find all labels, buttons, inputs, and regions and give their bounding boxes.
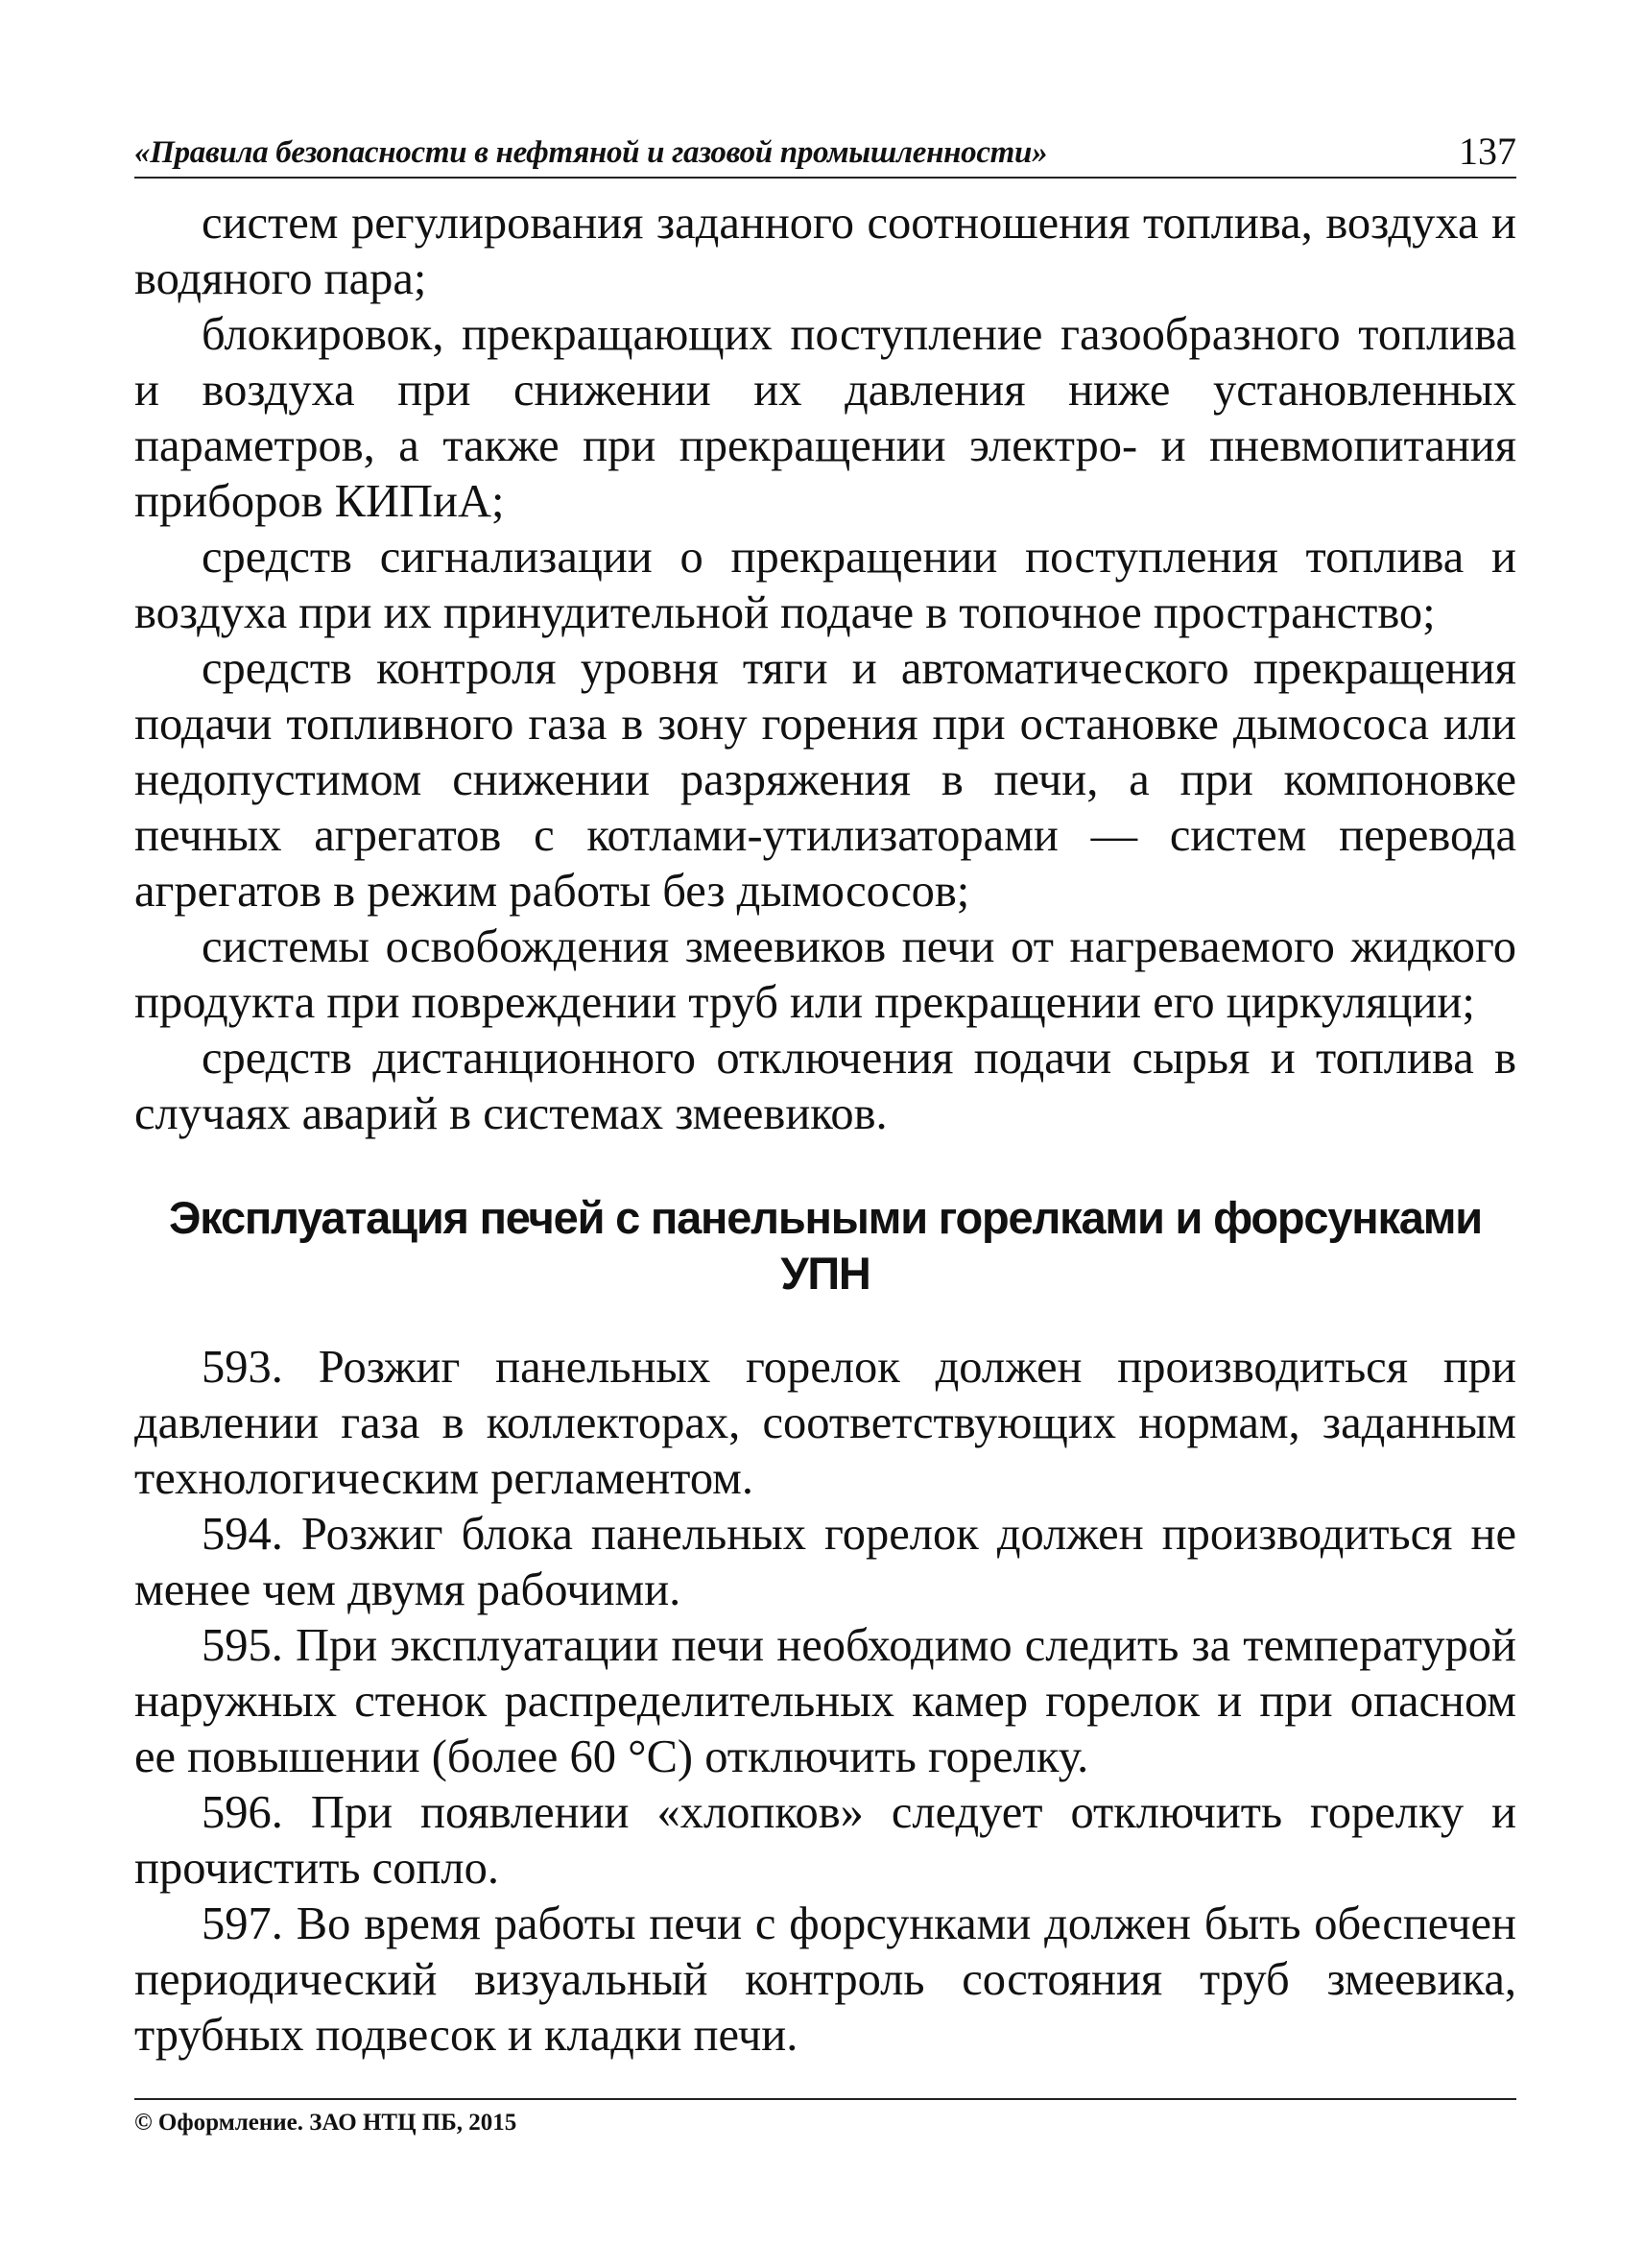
footer xyxy=(134,2098,1516,2137)
running-title: «Правила безопасности в нефтяной и газовой промышленности» xyxy=(134,135,1048,170)
paragraph-597: 597. Во время работы печи с форсунками должен быть обеспечен периодический визуальный контроль состояния труб змеевика, трубных подвесок и кладки печи. xyxy=(134,1898,1516,2061)
copyright-notice: © Оформление. ЗАО НТЦ ПБ, 2015 xyxy=(134,2110,517,2136)
document-page xyxy=(134,123,1516,2158)
paragraph: систем регулирования заданного соотношения топлива, воздуха и водяного пара; xyxy=(134,198,1516,304)
paragraph-595: 595. При эксплуатации печи необходимо следить за температурой наружных стенок распределительных камер горелок и при опасном ее повышении (более 60 °C) отключить горелку. xyxy=(134,1620,1516,1782)
paragraph: средств контроля уровня тяги и автоматического прекращения подачи топливного газа в зону горения при остановке дымососа или недопустимом снижении разряжения в печи, а при компоновке печных агрегатов с котлами-утилизаторами — систем перевода агрегатов в режим работы без дымососов; xyxy=(134,643,1516,917)
paragraph: средств сигнализации о прекращении поступления топлива и воздуха при их принудительной подаче в топочное пространство; xyxy=(134,532,1516,638)
paragraph: средств дистанционного отключения подачи сырья и топлива в случаях аварий в системах змеевиков. xyxy=(134,1033,1516,1139)
paragraph-594: 594. Розжиг блока панельных горелок должен производиться не менее чем двумя рабочими. xyxy=(134,1509,1516,1615)
document-body xyxy=(134,196,1516,2064)
paragraph-596: 596. При появлении «хлопков» следует отключить горелку и прочистить сопло. xyxy=(134,1787,1516,1894)
paragraph: системы освобождения змеевиков печи от нагреваемого жидкого продукта при повреждении труб или прекращении его циркуляции; xyxy=(134,921,1516,1028)
page-number: 137 xyxy=(1459,130,1516,173)
paragraph: блокировок, прекращающих поступление газообразного топлива и воздуха при снижении их давления ниже установленных параметров, а также при прекращении электро- и пневмопитания приборов КИПиА; xyxy=(134,309,1516,527)
paragraph-593: 593. Розжиг панельных горелок должен производиться при давлении газа в коллекторах, соответствующих нормам, заданным технологическим регламентом. xyxy=(134,1342,1516,1504)
running-header xyxy=(134,123,1516,179)
section-heading: Эксплуатация печей с панельными горелками и форсунками УПН xyxy=(169,1192,1482,1299)
